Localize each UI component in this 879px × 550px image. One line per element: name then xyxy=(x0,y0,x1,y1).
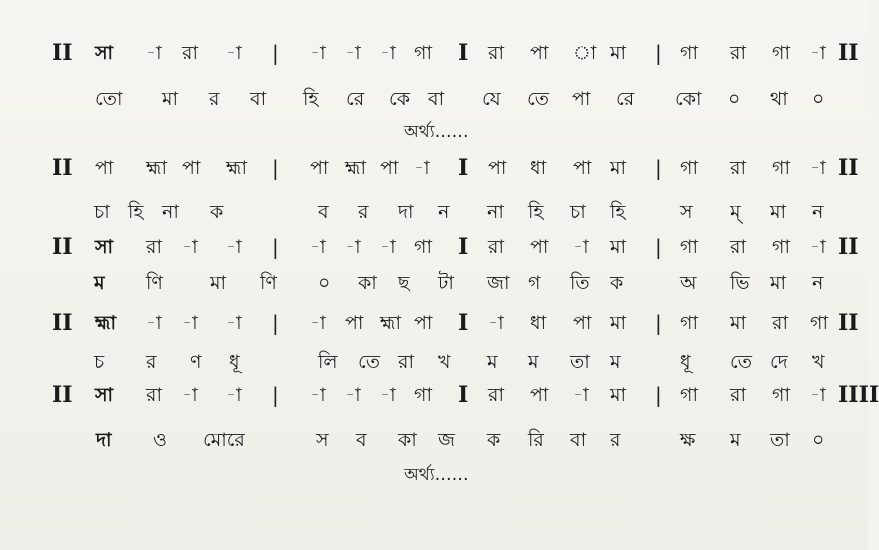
bar-line: II xyxy=(52,155,73,181)
note: রা xyxy=(488,42,504,64)
note: হ্মা xyxy=(146,157,167,179)
note: মা xyxy=(610,157,627,179)
note: -া xyxy=(310,42,326,64)
section-break-label: অর্থ্য…… xyxy=(404,122,469,142)
lyric-syllable: ণি xyxy=(260,272,277,294)
note: গা xyxy=(680,236,698,258)
note: ধা xyxy=(530,157,547,179)
note: গা xyxy=(414,236,432,258)
note: রা xyxy=(182,42,198,64)
lyric-syllable: ০ xyxy=(812,429,825,451)
lyric-syllable: বা xyxy=(250,88,267,110)
note: সা xyxy=(95,236,114,258)
lyric-syllable: ক xyxy=(487,429,501,451)
bar-line: II xyxy=(52,234,73,260)
beat-divider: | xyxy=(655,41,662,65)
note: -া xyxy=(345,384,361,406)
note: গা xyxy=(680,42,698,64)
lyric-syllable: অ xyxy=(680,272,697,294)
lyric-syllable: র xyxy=(209,88,220,110)
lyric-syllable: তি xyxy=(570,272,590,294)
lyric-syllable: দা xyxy=(398,201,414,223)
lyric-syllable: তে xyxy=(527,88,549,110)
note: গা xyxy=(414,42,432,64)
lyric-syllable: থা xyxy=(770,88,788,110)
swara-line-4 xyxy=(0,308,868,342)
note: -া xyxy=(810,42,826,64)
bar-line: I xyxy=(458,310,469,336)
lyric-syllable: ব xyxy=(318,201,329,223)
lyric-syllable: ম xyxy=(610,351,621,373)
note: পা xyxy=(380,157,399,179)
lyric-syllable: রে xyxy=(346,88,365,110)
note: মা xyxy=(610,42,627,64)
bar-line: II xyxy=(52,382,73,408)
note: -া xyxy=(226,42,242,64)
swara-line-3 xyxy=(0,232,868,266)
lyric-syllable: ণ xyxy=(190,351,202,373)
note: -া xyxy=(310,236,326,258)
lyric-syllable: ০ xyxy=(728,88,741,110)
lyric-syllable: ভি xyxy=(730,272,750,294)
note: -া xyxy=(488,312,504,334)
note: রা xyxy=(146,384,162,406)
lyric-syllable: রে xyxy=(616,88,635,110)
lyric-syllable: ম xyxy=(730,429,741,451)
note: পা xyxy=(182,157,201,179)
lyric-syllable: হি xyxy=(303,88,319,110)
lyric-syllable: মোরে xyxy=(203,429,245,451)
lyric-syllable: ম xyxy=(528,351,539,373)
lyric-syllable: হি xyxy=(528,201,544,223)
note: গা xyxy=(772,236,790,258)
bar-line: IIII xyxy=(838,382,879,408)
lyric-syllable: তে xyxy=(730,351,752,373)
note: া xyxy=(573,42,597,64)
lyric-line-4 xyxy=(0,347,868,381)
bar-line: I xyxy=(458,40,469,66)
lyric-syllable: তে xyxy=(358,351,380,373)
lyric-syllable: স xyxy=(680,201,693,223)
note: গা xyxy=(810,312,828,334)
note: সা xyxy=(95,384,114,406)
lyric-syllable: না xyxy=(162,201,179,223)
lyric-syllable: ও xyxy=(153,429,167,451)
lyric-syllable: ম xyxy=(94,272,105,294)
note: -া xyxy=(226,236,242,258)
lyric-syllable: মা xyxy=(162,88,179,110)
note: পা xyxy=(488,157,507,179)
note: হ্মা xyxy=(95,312,116,334)
note: হ্মা xyxy=(380,312,401,334)
note: -া xyxy=(345,236,361,258)
lyric-syllable: টা xyxy=(438,272,454,294)
note: -া xyxy=(810,157,826,179)
lyric-syllable: চা xyxy=(570,201,586,223)
bar-line: II xyxy=(838,155,859,181)
lyric-syllable: জা xyxy=(487,272,510,294)
section-break-label: অর্থ্য…… xyxy=(404,465,469,485)
note: পা xyxy=(573,312,592,334)
note: সা xyxy=(95,42,114,64)
beat-divider: | xyxy=(655,156,662,180)
lyric-line-2 xyxy=(0,197,868,231)
note: রা xyxy=(730,384,746,406)
section-break-2 xyxy=(0,460,868,494)
note: পা xyxy=(310,157,329,179)
swara-line-1 xyxy=(0,38,868,72)
note: -া xyxy=(310,384,326,406)
note: রা xyxy=(488,236,504,258)
note: ধা xyxy=(530,312,547,334)
lyric-syllable: খ xyxy=(812,351,825,373)
note: -া xyxy=(380,236,396,258)
note: রা xyxy=(488,384,504,406)
lyric-syllable: দা xyxy=(96,429,112,451)
lyric-syllable: দে xyxy=(770,351,788,373)
lyric-syllable: ছ xyxy=(398,272,410,294)
note: রা xyxy=(772,312,788,334)
lyric-syllable: ন xyxy=(438,201,450,223)
lyric-syllable: ০ xyxy=(812,88,825,110)
note: গা xyxy=(772,384,790,406)
lyric-line-1 xyxy=(0,84,868,118)
lyric-syllable: জ xyxy=(438,429,455,451)
bar-line: II xyxy=(838,310,859,336)
note: পা xyxy=(530,42,549,64)
beat-divider: | xyxy=(272,383,279,407)
note: মা xyxy=(730,312,747,334)
lyric-syllable: যে xyxy=(482,88,501,110)
note: রা xyxy=(730,236,746,258)
lyric-syllable: বা xyxy=(428,88,445,110)
beat-divider: | xyxy=(655,383,662,407)
lyric-syllable: না xyxy=(487,201,504,223)
note: -া xyxy=(182,312,198,334)
lyric-syllable: রি xyxy=(528,429,544,451)
lyric-syllable: লি xyxy=(318,351,338,373)
note: -া xyxy=(414,157,430,179)
lyric-syllable: ক xyxy=(210,201,224,223)
note: -া xyxy=(380,384,396,406)
lyric-syllable: ম xyxy=(487,351,498,373)
lyric-syllable: ধূ xyxy=(680,351,691,373)
note: -া xyxy=(182,236,198,258)
lyric-syllable: মা xyxy=(770,272,787,294)
lyric-syllable: রা xyxy=(398,351,414,373)
beat-divider: | xyxy=(655,235,662,259)
beat-divider: | xyxy=(272,311,279,335)
note: গা xyxy=(680,384,698,406)
lyric-syllable: কা xyxy=(398,429,417,451)
lyric-syllable: র xyxy=(358,201,369,223)
beat-divider: | xyxy=(655,311,662,335)
note: মা xyxy=(610,384,627,406)
note: -া xyxy=(310,312,326,334)
note: -া xyxy=(146,42,162,64)
note: -া xyxy=(345,42,361,64)
note: রা xyxy=(146,236,162,258)
lyric-syllable: তা xyxy=(770,429,790,451)
lyric-syllable: কে xyxy=(389,88,411,110)
bar-line: I xyxy=(458,155,469,181)
note: রা xyxy=(730,42,746,64)
lyric-syllable: গ xyxy=(528,272,541,294)
lyric-syllable: ০ xyxy=(318,272,331,294)
lyric-syllable: ক্ষ xyxy=(680,429,696,451)
note: -া xyxy=(182,384,198,406)
note: -া xyxy=(226,384,242,406)
note: -া xyxy=(573,236,589,258)
note: -া xyxy=(380,42,396,64)
lyric-syllable: ধূ xyxy=(229,351,240,373)
note: মা xyxy=(610,236,627,258)
note: রা xyxy=(730,157,746,179)
bar-line: I xyxy=(458,234,469,260)
lyric-line-3 xyxy=(0,268,868,302)
lyric-syllable: বা xyxy=(570,429,587,451)
lyric-syllable: কা xyxy=(358,272,377,294)
note: মা xyxy=(610,312,627,334)
note: পা xyxy=(530,384,549,406)
beat-divider: | xyxy=(272,235,279,259)
lyric-syllable: ন xyxy=(812,201,824,223)
note: গা xyxy=(772,157,790,179)
note: -া xyxy=(573,384,589,406)
lyric-syllable: কো xyxy=(675,88,702,110)
section-break-1 xyxy=(0,117,868,151)
lyric-syllable: র xyxy=(146,351,157,373)
bar-line: II xyxy=(52,310,73,336)
lyric-syllable: তো xyxy=(95,88,123,110)
lyric-syllable: ন xyxy=(812,272,824,294)
lyric-line-5 xyxy=(0,425,868,459)
note: পা xyxy=(345,312,364,334)
lyric-syllable: ম্ xyxy=(730,201,741,223)
note: হ্মা xyxy=(226,157,247,179)
note: গা xyxy=(772,42,790,64)
lyric-syllable: মা xyxy=(210,272,227,294)
note: -া xyxy=(810,384,826,406)
lyric-syllable: ক xyxy=(610,272,624,294)
bar-line: II xyxy=(52,40,73,66)
lyric-syllable: হি xyxy=(128,201,144,223)
note: পা xyxy=(95,157,114,179)
note: পা xyxy=(414,312,433,334)
lyric-syllable: চা xyxy=(94,201,110,223)
bar-line: II xyxy=(838,234,859,260)
beat-divider: | xyxy=(272,156,279,180)
lyric-syllable: পা xyxy=(572,88,591,110)
note: হ্মা xyxy=(345,157,366,179)
note: পা xyxy=(573,157,592,179)
note: গা xyxy=(680,312,698,334)
lyric-syllable: খ xyxy=(438,351,451,373)
note: -া xyxy=(146,312,162,334)
note: গা xyxy=(680,157,698,179)
lyric-syllable: ব xyxy=(356,429,367,451)
bar-line: II xyxy=(838,40,859,66)
bar-line: I xyxy=(458,382,469,408)
lyric-syllable: র xyxy=(610,429,621,451)
lyric-syllable: চ xyxy=(94,351,105,373)
note: -া xyxy=(810,236,826,258)
note: পা xyxy=(530,236,549,258)
lyric-syllable: তা xyxy=(570,351,590,373)
lyric-syllable: হি xyxy=(610,201,626,223)
lyric-syllable: মা xyxy=(770,201,787,223)
swara-line-2 xyxy=(0,153,868,187)
note: গা xyxy=(414,384,432,406)
swara-line-5 xyxy=(0,380,879,414)
lyric-syllable: স xyxy=(316,429,329,451)
note: -া xyxy=(226,312,242,334)
beat-divider: | xyxy=(272,41,279,65)
lyric-syllable: ণি xyxy=(146,272,163,294)
